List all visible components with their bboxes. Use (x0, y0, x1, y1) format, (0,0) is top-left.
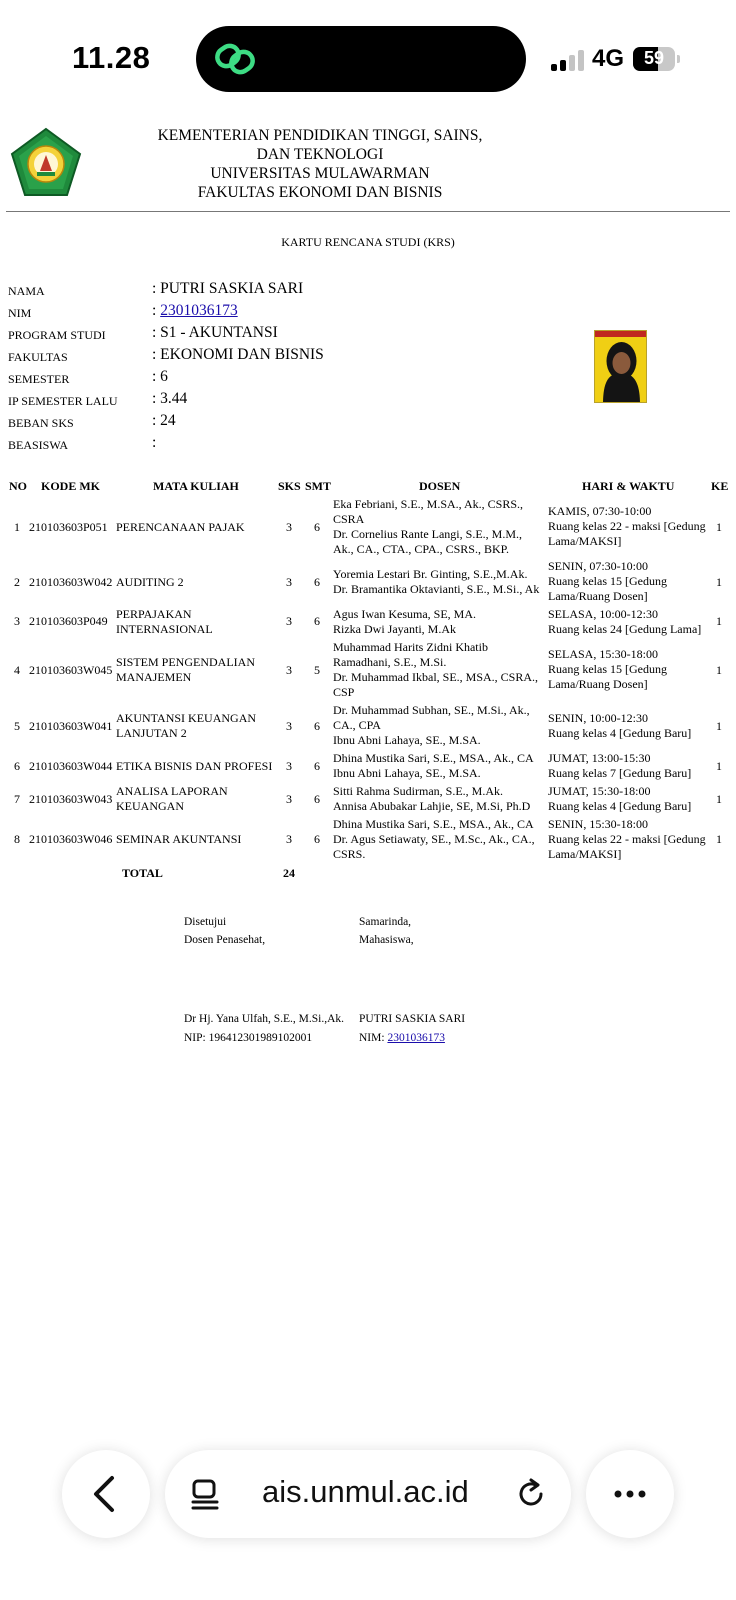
row-no: 7 (14, 792, 20, 806)
row-dosen: Dhina Mustika Sari, S.E., MSA., Ak., CA Dr. Agus Setiawaty, SE., M.Sc., Ak., CA., CSRS. (333, 817, 535, 861)
row-sks: 3 (286, 575, 292, 589)
row-ke: 1 (716, 759, 722, 773)
row-dosen: Eka Febriani, S.E., M.SA., Ak., CSRS., CSRA Dr. Cornelius Rante Langi, S.E., M.M., Ak., CA., CTA., CPA., CSRS., BKP. (333, 497, 524, 556)
row-kode: 210103603W042 (29, 575, 113, 589)
total-label: TOTAL (122, 866, 163, 880)
row-hari-waktu: SENIN, 10:00-12:30 Ruang kelas 4 [Gedung Baru] (548, 711, 692, 740)
row-smt: 6 (314, 759, 320, 773)
row-no: 3 (14, 614, 20, 628)
student-photo (594, 330, 647, 403)
row-hari-waktu: SENIN, 15:30-18:00 Ruang kelas 22 - maksi [Gedung Lama/MAKSI] (548, 817, 706, 861)
row-no: 4 (14, 663, 20, 677)
row-kode: 210103603W046 (29, 832, 113, 846)
row-smt: 5 (314, 663, 320, 677)
row-dosen: Sitti Rahma Sudirman, S.E., M.Ak. Annisa Abubakar Lahjie, SE, M.Si, Ph.D (333, 784, 531, 813)
header-line-2: DAN TEKNOLOGI (256, 146, 384, 163)
row-mata-kuliah: ETIKA BISNIS DAN PROFESI (116, 759, 273, 773)
student-nim-link[interactable]: 2301036173 (387, 1032, 445, 1044)
row-sks: 3 (286, 663, 292, 677)
institution-header (150, 126, 490, 202)
beasiswa-label: BEASISWA (8, 438, 69, 452)
row-hari-waktu: JUMAT, 13:00-15:30 Ruang kelas 7 [Gedung Baru] (548, 751, 692, 780)
url-text[interactable]: ais.unmul.ac.id (262, 1474, 469, 1509)
row-hari-waktu: SENIN, 07:30-10:00 Ruang kelas 15 [Gedung Lama/Ruang Dosen] (548, 559, 667, 603)
reload-icon[interactable] (515, 1478, 547, 1510)
row-smt: 6 (314, 575, 320, 589)
row-mata-kuliah: ANALISA LAPORAN KEUANGAN (116, 784, 228, 813)
row-ke: 1 (716, 663, 722, 677)
row-sks: 3 (286, 832, 292, 846)
student-title: Mahasiswa, (359, 934, 414, 946)
row-mata-kuliah: AUDITING 2 (116, 575, 184, 589)
nim-value (152, 302, 238, 320)
nim-link[interactable]: 2301036173 (160, 302, 238, 319)
row-sks: 3 (286, 759, 292, 773)
network-type: 4G (592, 45, 625, 72)
advisor-name: Dr Hj. Yana Ulfah, S.E., M.Si.,Ak. (184, 1013, 345, 1025)
col-kode: KODE MK (41, 479, 100, 493)
col-mata-kuliah: MATA KULIAH (153, 479, 239, 493)
university-logo (10, 127, 82, 199)
row-sks: 3 (286, 719, 292, 733)
row-kode: 210103603W045 (29, 663, 113, 677)
row-smt: 6 (314, 792, 320, 806)
row-mata-kuliah: SISTEM PENGENDALIAN MANAJEMEN (116, 655, 255, 684)
row-kode: 210103603W043 (29, 792, 113, 806)
row-mata-kuliah: SEMINAR AKUNTANSI (116, 832, 242, 846)
nim-label: NIM (8, 306, 32, 320)
row-ke: 1 (716, 614, 722, 628)
row-mata-kuliah: PERENCANAAN PAJAK (116, 520, 245, 534)
col-no: NO (9, 479, 27, 493)
total-sks: 24 (283, 866, 295, 880)
row-dosen: Agus Iwan Kesuma, SE, MA. Rizka Dwi Jayanti, M.Ak (333, 607, 476, 636)
row-ke: 1 (716, 575, 722, 589)
battery-icon (633, 47, 675, 71)
nama-value: : PUTRI SASKIA SARI (152, 280, 304, 297)
nim-colon: : (152, 302, 157, 319)
prodi-label: PROGRAM STUDI (8, 328, 106, 342)
row-dosen: Muhammad Harits Zidni Khatib Ramadhani, S.E., M.Si. Dr. Muhammad Ikbal, SE., MSA., CSRA., CSP (333, 640, 539, 699)
row-sks: 3 (286, 792, 292, 806)
battery-level: 59 (643, 48, 665, 68)
row-hari-waktu: SELASA, 15:30-18:00 Ruang kelas 15 [Gedung Lama/Ruang Dosen] (548, 647, 667, 691)
row-sks: 3 (286, 614, 292, 628)
row-hari-waktu: KAMIS, 07:30-10:00 Ruang kelas 22 - maksi [Gedung Lama/MAKSI] (548, 504, 706, 548)
row-ke: 1 (716, 719, 722, 733)
col-smt: SMT (305, 479, 332, 493)
student-nim-label: NIM: (359, 1032, 385, 1044)
row-ke: 1 (716, 792, 722, 806)
semester-value: : 6 (152, 368, 168, 385)
row-dosen: Dhina Mustika Sari, S.E., MSA., Ak., CA Ibnu Abni Lahaya, SE., M.SA. (333, 751, 534, 780)
document-title: KARTU RENCANA STUDI (KRS) (281, 235, 455, 249)
col-dosen: DOSEN (419, 479, 461, 493)
beban-value: : 24 (152, 412, 176, 429)
header-line-3: UNIVERSITAS MULAWARMAN (210, 165, 430, 182)
row-kode: 210103603P049 (29, 614, 108, 628)
ip-label: IP SEMESTER LALU (8, 394, 118, 408)
col-ke: KE (711, 479, 729, 493)
row-dosen: Dr. Muhammad Subhan, SE., M.Si., Ak., CA., CPA Ibnu Abni Lahaya, SE., M.SA. (333, 703, 530, 747)
beban-label: BEBAN SKS (8, 416, 74, 430)
prodi-value: : S1 - AKUNTANSI (152, 324, 278, 341)
row-no: 1 (14, 520, 20, 534)
row-smt: 6 (314, 520, 320, 534)
fakultas-label: FAKULTAS (8, 350, 68, 364)
student-photo-image (595, 331, 647, 403)
row-kode: 210103603W044 (29, 759, 113, 773)
row-kode: 210103603W041 (29, 719, 113, 733)
header-line-4: FAKULTAS EKONOMI DAN BISNIS (197, 184, 443, 201)
header-divider (6, 211, 730, 212)
row-smt: 6 (314, 832, 320, 846)
semester-label: SEMESTER (8, 372, 70, 386)
reader-mode-icon[interactable] (189, 1478, 221, 1510)
header-line-1: KEMENTERIAN PENDIDIKAN TINGGI, SAINS, (157, 127, 483, 144)
nama-label: NAMA (8, 284, 45, 298)
row-mata-kuliah: AKUNTANSI KEUANGAN LANJUTAN 2 (116, 711, 257, 740)
col-hari-waktu: HARI & WAKTU (582, 479, 675, 493)
row-hari-waktu: JUMAT, 15:30-18:00 Ruang kelas 4 [Gedung Baru] (548, 784, 692, 813)
battery-tip (677, 55, 680, 63)
row-ke: 1 (716, 520, 722, 534)
dynamic-island (196, 26, 526, 92)
ip-value: : 3.44 (152, 390, 188, 407)
row-sks: 3 (286, 520, 292, 534)
place-label: Samarinda, (359, 916, 412, 928)
beasiswa-value: : (152, 434, 157, 451)
row-ke: 1 (716, 832, 722, 846)
row-dosen: Yoremia Lestari Br. Ginting, S.E.,M.Ak. Dr. Bramantika Oktavianti, S.E., M.Si., Ak (333, 567, 540, 596)
row-no: 2 (14, 575, 20, 589)
more-icon (586, 1450, 674, 1538)
row-no: 6 (14, 759, 20, 773)
row-smt: 6 (314, 614, 320, 628)
row-hari-waktu: SELASA, 10:00-12:30 Ruang kelas 24 [Gedung Lama] (548, 607, 702, 636)
fakultas-value: : EKONOMI DAN BISNIS (152, 346, 324, 363)
advisor-nip: NIP: 196412301989102001 (184, 1032, 313, 1044)
chevron-left-icon (62, 1450, 150, 1538)
row-mata-kuliah: PERPAJAKAN INTERNASIONAL (116, 607, 213, 636)
row-no: 5 (14, 719, 20, 733)
back-button[interactable] (62, 1450, 150, 1538)
row-smt: 6 (314, 719, 320, 733)
status-time: 11.28 (72, 40, 151, 75)
row-no: 8 (14, 832, 20, 846)
signal-icon (551, 50, 585, 71)
more-options-button[interactable] (586, 1450, 674, 1538)
student-nim (359, 1032, 445, 1044)
student-name: PUTRI SASKIA SARI (359, 1013, 466, 1025)
approval-label: Disetujui (184, 916, 227, 928)
advisor-title: Dosen Penasehat, (184, 934, 266, 946)
link-app-icon (214, 41, 258, 77)
row-kode: 210103603P051 (29, 520, 108, 534)
col-sks: SKS (278, 479, 301, 493)
